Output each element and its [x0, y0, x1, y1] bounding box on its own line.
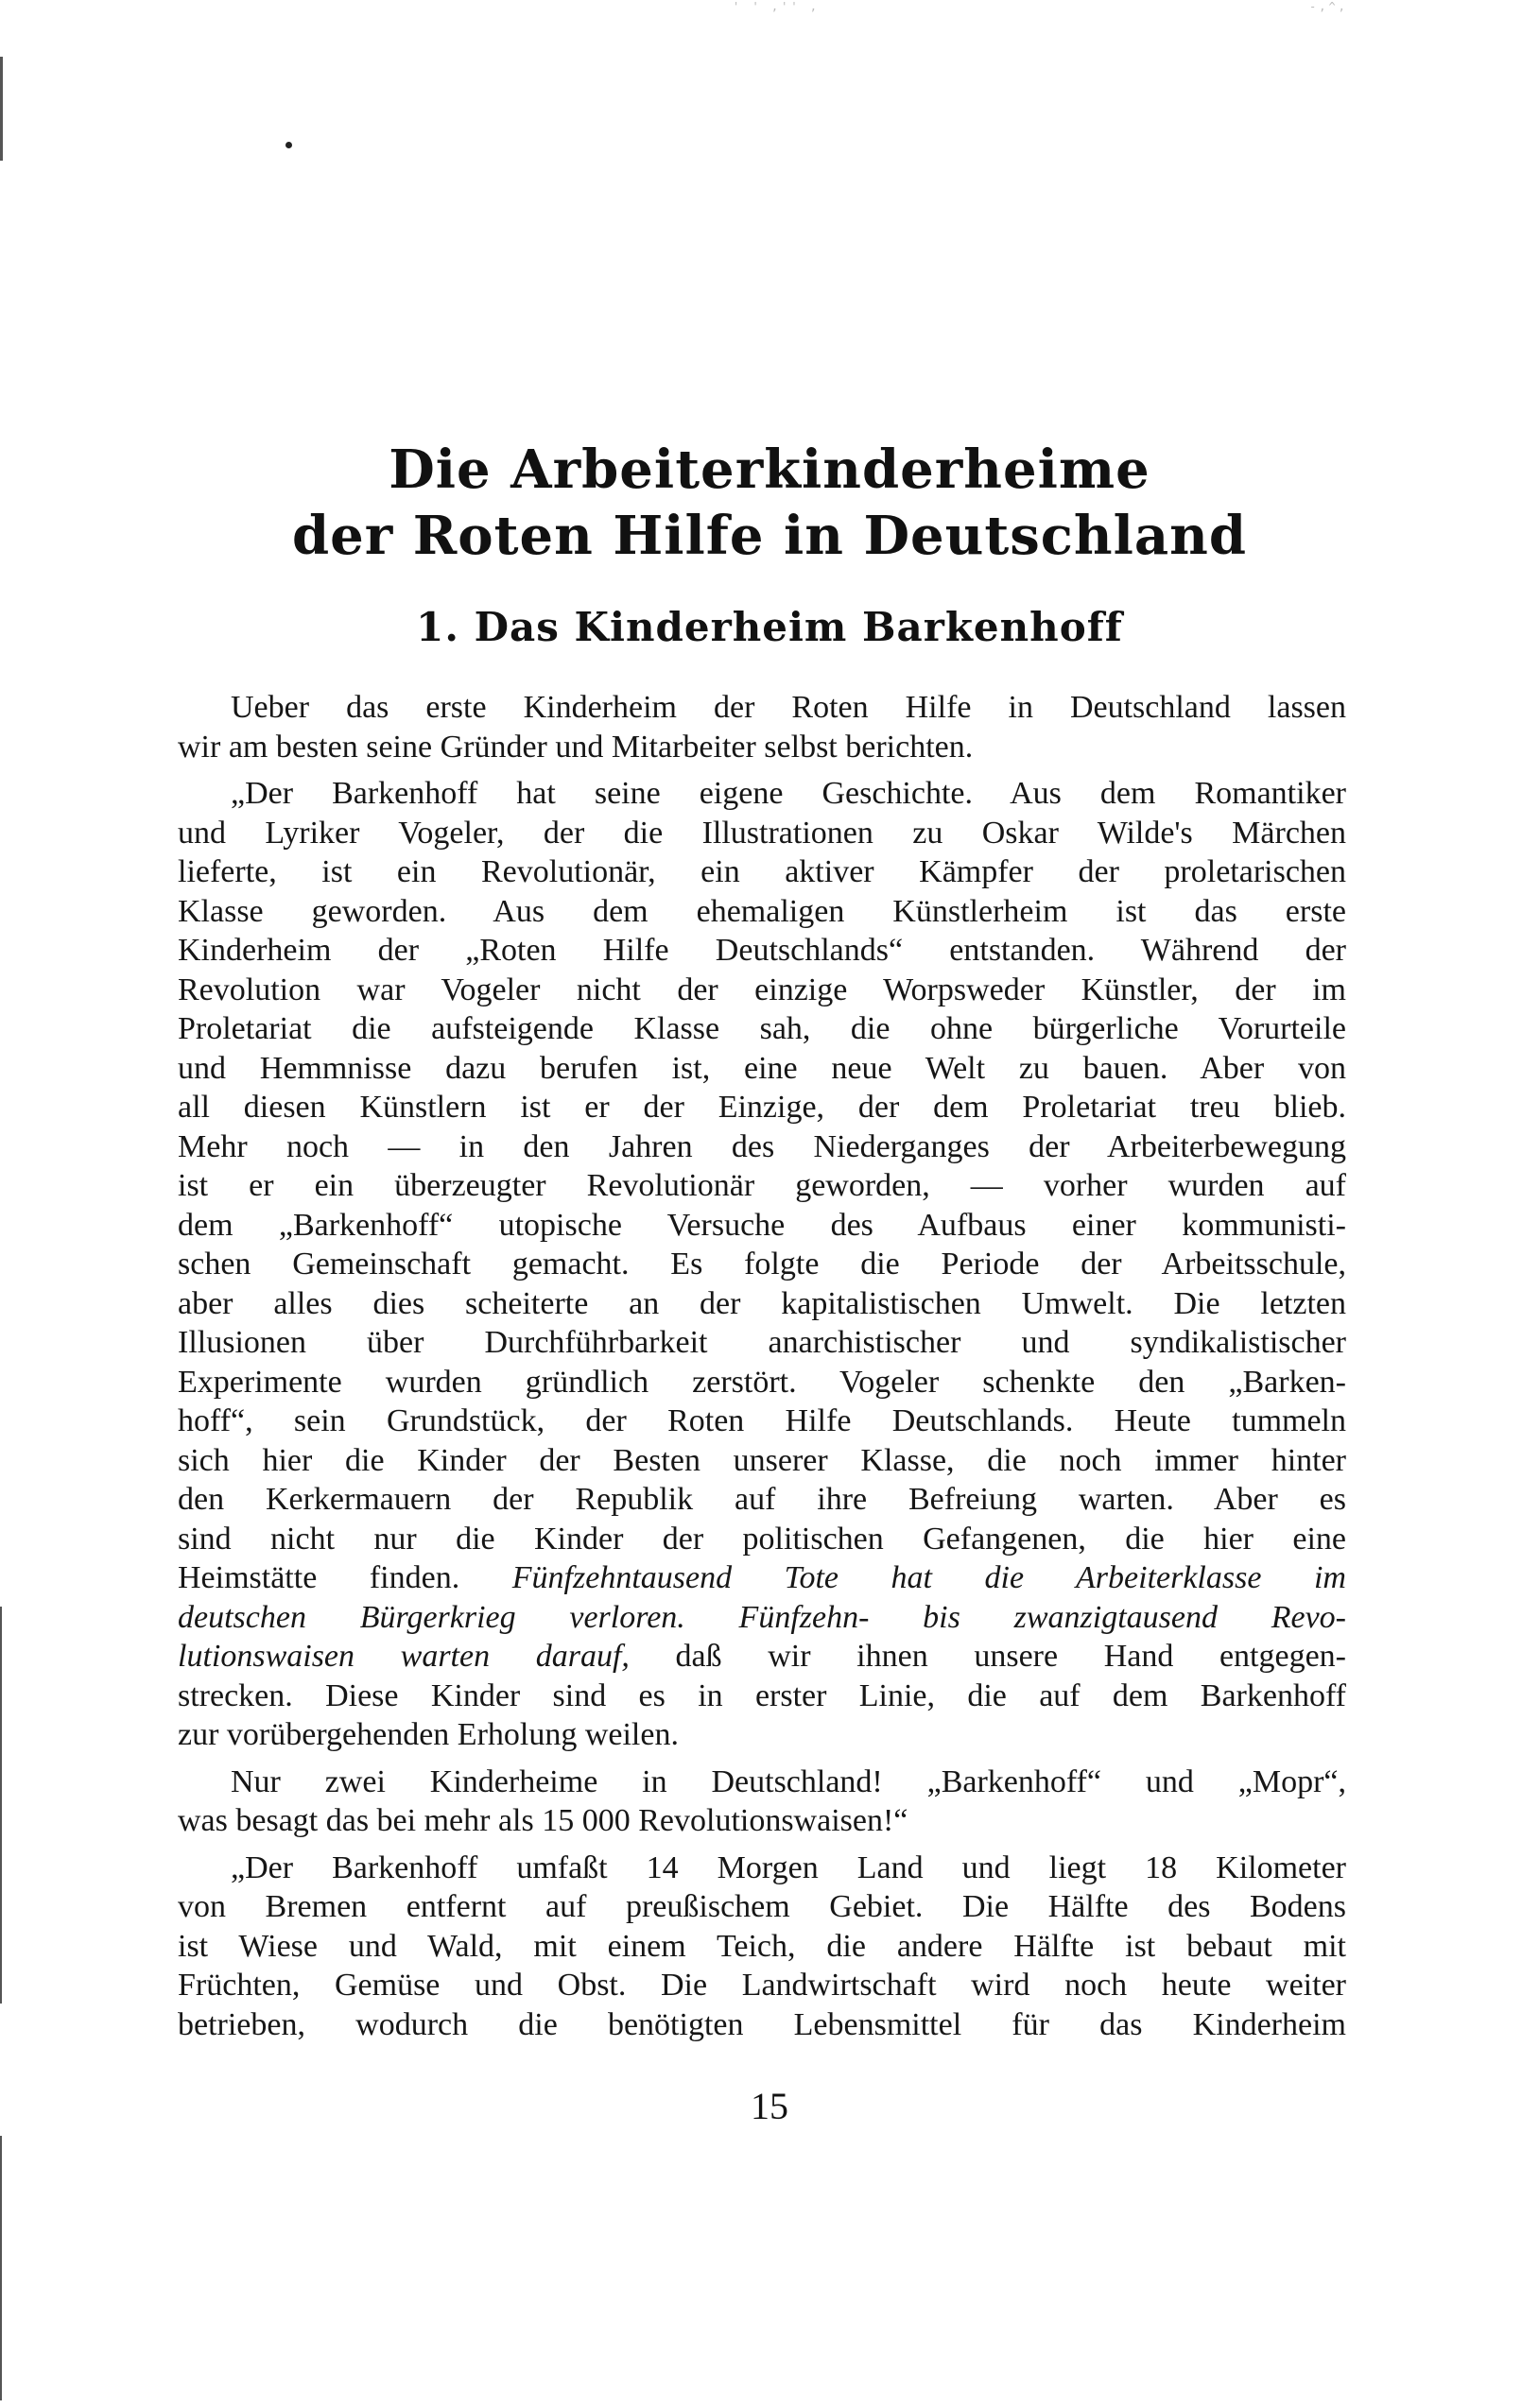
scan-edge-mark: [0, 1607, 2, 2004]
text-line: Nur zwei Kinderheime in Deutschland! „Barkenhoff“ und „Mopr“,: [231, 1763, 1346, 1799]
scan-speck: -,^,: [1309, 0, 1348, 13]
italic-text-run: lutionswaisen warten darauf,: [178, 1639, 630, 1674]
text-run: daß wir ihnen unsere Hand entgegen-: [675, 1639, 1346, 1674]
text-line: betrieben, wodurch die benötigten Lebensmittel für das Kinderheim: [178, 2006, 1346, 2042]
text-line: [178, 1637, 1346, 1677]
page-number: 15: [751, 2085, 788, 2127]
text-line: schen Gemeinschaft gemacht. Es folgte die Periode der Arbeitsschule,: [178, 1247, 1346, 1281]
text-line: all diesen Künstlern ist er der Einzige, der dem Proletariat treu blieb.: [178, 1090, 1346, 1125]
scan-edge-mark: [0, 2136, 2, 2400]
italic-text-line: deutschen Bürgerkrieg verloren. Fünfzehn- bis zwanzigtausend Revo-: [178, 1599, 1346, 1635]
italic-text-run: Fünfzehntausend Tote hat die Arbeiterklasse im: [511, 1560, 1346, 1595]
text-line: Klasse geworden. Aus dem ehemaligen Künstlerheim ist das erste: [178, 893, 1346, 929]
section-heading: 1. Das Kinderheim Barkenhoff: [416, 604, 1123, 650]
chapter-title-line-1: Die Arbeiterkinderheime: [389, 439, 1150, 501]
text-line: und Lyriker Vogeler, der die Illustrationen zu Oskar Wilde's Märchen: [178, 815, 1346, 851]
text-line: Experimente wurden gründlich zerstört. Vogeler schenkte den „Barken-: [178, 1364, 1346, 1400]
text-line: aber alles dies scheiterte an der kapitalistischen Umwelt. Die letzten: [178, 1285, 1346, 1321]
text-line: Mehr noch — in den Jahren des Niederganges der Arbeiterbewegung: [178, 1128, 1346, 1164]
text-line: dem „Barkenhoff“ utopische Versuche des Aufbaus einer kommunisti-: [178, 1207, 1346, 1243]
text-line: wir am besten seine Gründer und Mitarbeiter selbst berichten.: [178, 729, 974, 765]
ink-dot: [285, 142, 292, 148]
text-line: und Hemmnisse dazu berufen ist, eine neue Welt zu bauen. Aber von: [178, 1050, 1346, 1086]
text-line: sich hier die Kinder der Besten unserer Klasse, die noch immer hinter: [178, 1442, 1346, 1478]
text-line: Früchten, Gemüse und Obst. Die Landwirtschaft wird noch heute weiter: [178, 1968, 1346, 2003]
text-line: von Bremen entfernt auf preußischem Gebiet. Die Hälfte des Bodens: [178, 1889, 1346, 1924]
body-text: [178, 688, 1346, 2044]
text-line: lieferte, ist ein Revolutionär, ein aktiver Kämpfer der proletarischen: [178, 854, 1346, 889]
text-line: sind nicht nur die Kinder der politischen Gefangenen, die hier eine: [178, 1521, 1346, 1557]
text-line: „Der Barkenhoff umfaßt 14 Morgen Land und liegt 18 Kilometer: [231, 1849, 1346, 1885]
text-line: [178, 1558, 1346, 1598]
text-line: Ueber das erste Kinderheim der Roten Hilfe in Deutschland lassen: [231, 690, 1346, 725]
text-line: hoff“, sein Grundstück, der Roten Hilfe Deutschlands. Heute tummeln: [178, 1403, 1346, 1438]
text-line: „Der Barkenhoff hat seine eigene Geschichte. Aus dem Romantiker: [231, 776, 1346, 811]
text-line: strecken. Diese Kinder sind es in erster Linie, die auf dem Barkenhoff: [178, 1677, 1346, 1713]
chapter-title-line-2: der Roten Hilfe in Deutschland: [291, 505, 1248, 567]
text-line: was besagt das bei mehr als 15 000 Revolutionswaisen!“: [178, 1803, 908, 1838]
text-line: Revolution war Vogeler nicht der einzige Worpsweder Künstler, der im: [178, 972, 1346, 1007]
text-line: Proletariat die aufsteigende Klasse sah, die ohne bürgerliche Vorurteile: [178, 1011, 1346, 1046]
text-line: Illusionen über Durchführbarkeit anarchistischer und syndikalistischer: [178, 1325, 1346, 1360]
text-line: ist Wiese und Wald, mit einem Teich, die andere Hälfte ist bebaut mit: [178, 1928, 1346, 1964]
scan-speck: ' ' ,'' ,: [733, 0, 821, 13]
text-line: ist er ein überzeugter Revolutionär geworden, — vorher wurden auf: [178, 1168, 1346, 1203]
text-line: den Kerkermauern der Republik auf ihre Befreiung warten. Aber es: [178, 1482, 1346, 1517]
text-run: Heimstätte finden.: [178, 1560, 460, 1595]
text-line: Kinderheim der „Roten Hilfe Deutschlands“ entstanden. Während der: [178, 933, 1346, 968]
scan-edge-mark: [0, 57, 3, 161]
text-line: zur vorübergehenden Erholung weilen.: [178, 1717, 679, 1752]
